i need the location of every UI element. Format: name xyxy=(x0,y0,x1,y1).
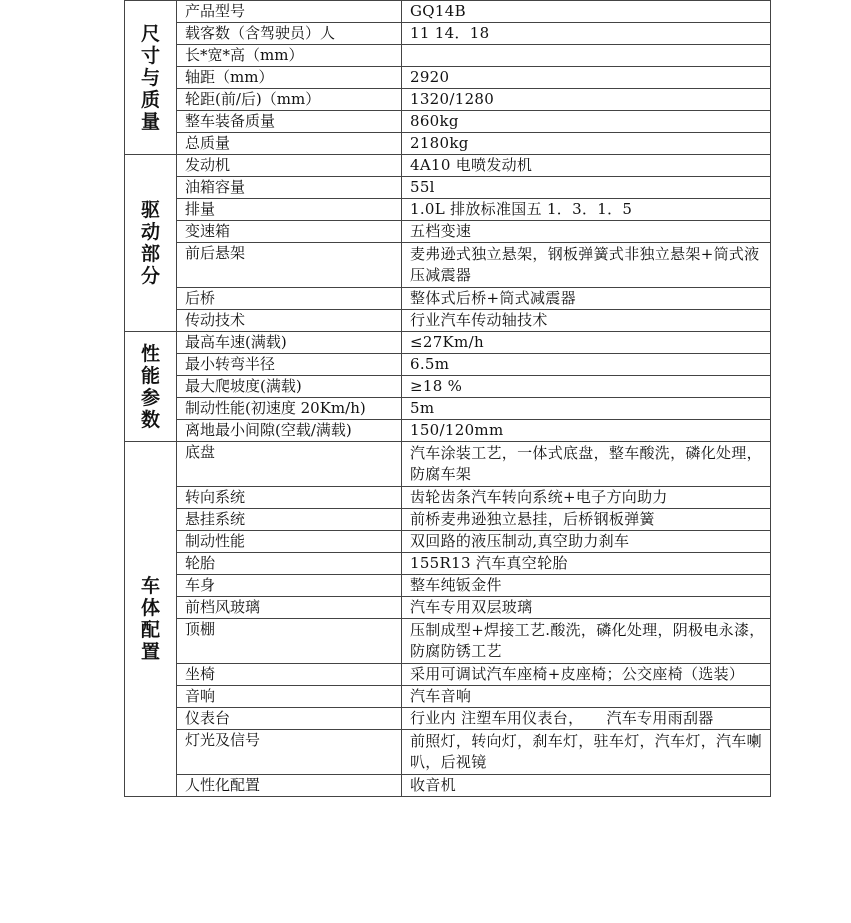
row-value: 整车纯钣金件 xyxy=(402,575,771,597)
row-value: 麦弗逊式独立悬架，钢板弹簧式非独立悬架+筒式液压减震器 xyxy=(402,243,771,288)
row-value: 5m xyxy=(402,398,771,420)
row-label: 人性化配置 xyxy=(177,775,402,797)
row-label: 发动机 xyxy=(177,155,402,177)
row-label: 油箱容量 xyxy=(177,177,402,199)
row-label: 转向系统 xyxy=(177,487,402,509)
table-row xyxy=(125,1,771,23)
table-row xyxy=(125,221,771,243)
row-value: 压制成型+焊接工艺.酸洗，磷化处理，阴极电永漆，防腐防锈工艺 xyxy=(402,619,771,664)
table-row xyxy=(125,509,771,531)
row-value: 11 14．18 xyxy=(402,23,771,45)
row-value: 五档变速 xyxy=(402,221,771,243)
row-value: 55l xyxy=(402,177,771,199)
table-row xyxy=(125,420,771,442)
table-row xyxy=(125,111,771,133)
table-row xyxy=(125,177,771,199)
row-value: 4A10 电喷发动机 xyxy=(402,155,771,177)
row-label: 载客数（含驾驶员）人 xyxy=(177,23,402,45)
row-label: 轮胎 xyxy=(177,553,402,575)
row-value: 860kg xyxy=(402,111,771,133)
row-label: 整车装备质量 xyxy=(177,111,402,133)
table-row xyxy=(125,708,771,730)
table-row xyxy=(125,597,771,619)
table-row xyxy=(125,664,771,686)
row-label: 传动技术 xyxy=(177,310,402,332)
table-row xyxy=(125,332,771,354)
row-label: 车身 xyxy=(177,575,402,597)
row-label: 底盘 xyxy=(177,442,402,487)
table-row xyxy=(125,155,771,177)
row-value: 汽车涂装工艺，一体式底盘，整车酸洗，磷化处理，防腐车架 xyxy=(402,442,771,487)
row-value: 1320/1280 xyxy=(402,89,771,111)
table-row xyxy=(125,686,771,708)
row-label: 前后悬架 xyxy=(177,243,402,288)
category-label: 车体配置 xyxy=(140,575,160,663)
row-label: 仪表台 xyxy=(177,708,402,730)
row-value: GQ14B xyxy=(402,1,771,23)
row-label: 坐椅 xyxy=(177,664,402,686)
row-value: 双回路的液压制动,真空助力刹车 xyxy=(402,531,771,553)
table-row xyxy=(125,442,771,487)
table-row xyxy=(125,243,771,288)
spec-table xyxy=(124,0,771,797)
row-value: 齿轮齿条汽车转向系统+电子方向助力 xyxy=(402,487,771,509)
table-row xyxy=(125,730,771,775)
row-label: 轴距（mm） xyxy=(177,67,402,89)
row-label: 制动性能(初速度 20Km/h) xyxy=(177,398,402,420)
table-row xyxy=(125,23,771,45)
table-row xyxy=(125,398,771,420)
row-label: 变速箱 xyxy=(177,221,402,243)
table-row xyxy=(125,619,771,664)
row-value: 155R13 汽车真空轮胎 xyxy=(402,553,771,575)
row-value: 汽车音响 xyxy=(402,686,771,708)
row-label: 前档风玻璃 xyxy=(177,597,402,619)
row-label: 最大爬坡度(满载) xyxy=(177,376,402,398)
row-value: 采用可调试汽车座椅+皮座椅；公交座椅（选装） xyxy=(402,664,771,686)
row-value: 1.0L 排放标准国五 1．3．1．5 xyxy=(402,199,771,221)
table-row xyxy=(125,199,771,221)
row-label: 最小转弯半径 xyxy=(177,354,402,376)
row-value: 汽车专用双层玻璃 xyxy=(402,597,771,619)
table-row xyxy=(125,67,771,89)
table-row xyxy=(125,487,771,509)
row-value: 行业汽车传动轴技术 xyxy=(402,310,771,332)
row-label: 轮距(前/后)（mm） xyxy=(177,89,402,111)
row-label: 产品型号 xyxy=(177,1,402,23)
row-label: 悬挂系统 xyxy=(177,509,402,531)
category-label: 驱动部分 xyxy=(140,199,160,287)
category-cell xyxy=(125,1,177,155)
row-label: 长*宽*高（mm） xyxy=(177,45,402,67)
row-value: 前桥麦弗逊独立悬挂，后桥钢板弹簧 xyxy=(402,509,771,531)
row-value: 6.5m xyxy=(402,354,771,376)
row-label: 最高车速(满载) xyxy=(177,332,402,354)
table-row xyxy=(125,531,771,553)
category-label: 尺寸与质量 xyxy=(140,22,160,133)
category-cell xyxy=(125,155,177,332)
row-label: 顶棚 xyxy=(177,619,402,664)
row-value: 2180kg xyxy=(402,133,771,155)
table-row xyxy=(125,376,771,398)
row-value: 行业内 注塑车用仪表台， 汽车专用雨刮器 xyxy=(402,708,771,730)
category-cell xyxy=(125,442,177,797)
row-label: 音响 xyxy=(177,686,402,708)
table-row xyxy=(125,310,771,332)
row-label: 离地最小间隙(空载/满载) xyxy=(177,420,402,442)
table-row xyxy=(125,288,771,310)
row-value: 收音机 xyxy=(402,775,771,797)
table-row xyxy=(125,45,771,67)
row-label: 灯光及信号 xyxy=(177,730,402,775)
row-value: 前照灯，转向灯，刹车灯，驻车灯，汽车灯，汽车喇叭，后视镜 xyxy=(402,730,771,775)
row-value: 2920 xyxy=(402,67,771,89)
row-label: 排量 xyxy=(177,199,402,221)
row-label: 制动性能 xyxy=(177,531,402,553)
category-cell xyxy=(125,332,177,442)
table-row xyxy=(125,133,771,155)
category-label: 性能参数 xyxy=(140,342,160,431)
row-label: 后桥 xyxy=(177,288,402,310)
row-value: 150/120mm xyxy=(402,420,771,442)
row-value: 整体式后桥+筒式减震器 xyxy=(402,288,771,310)
table-row xyxy=(125,775,771,797)
row-value: ≤27Km/h xyxy=(402,332,771,354)
row-label: 总质量 xyxy=(177,133,402,155)
table-row xyxy=(125,575,771,597)
table-row xyxy=(125,89,771,111)
row-value: ≥18 % xyxy=(402,376,771,398)
row-value xyxy=(402,45,771,67)
table-row xyxy=(125,553,771,575)
table-row xyxy=(125,354,771,376)
